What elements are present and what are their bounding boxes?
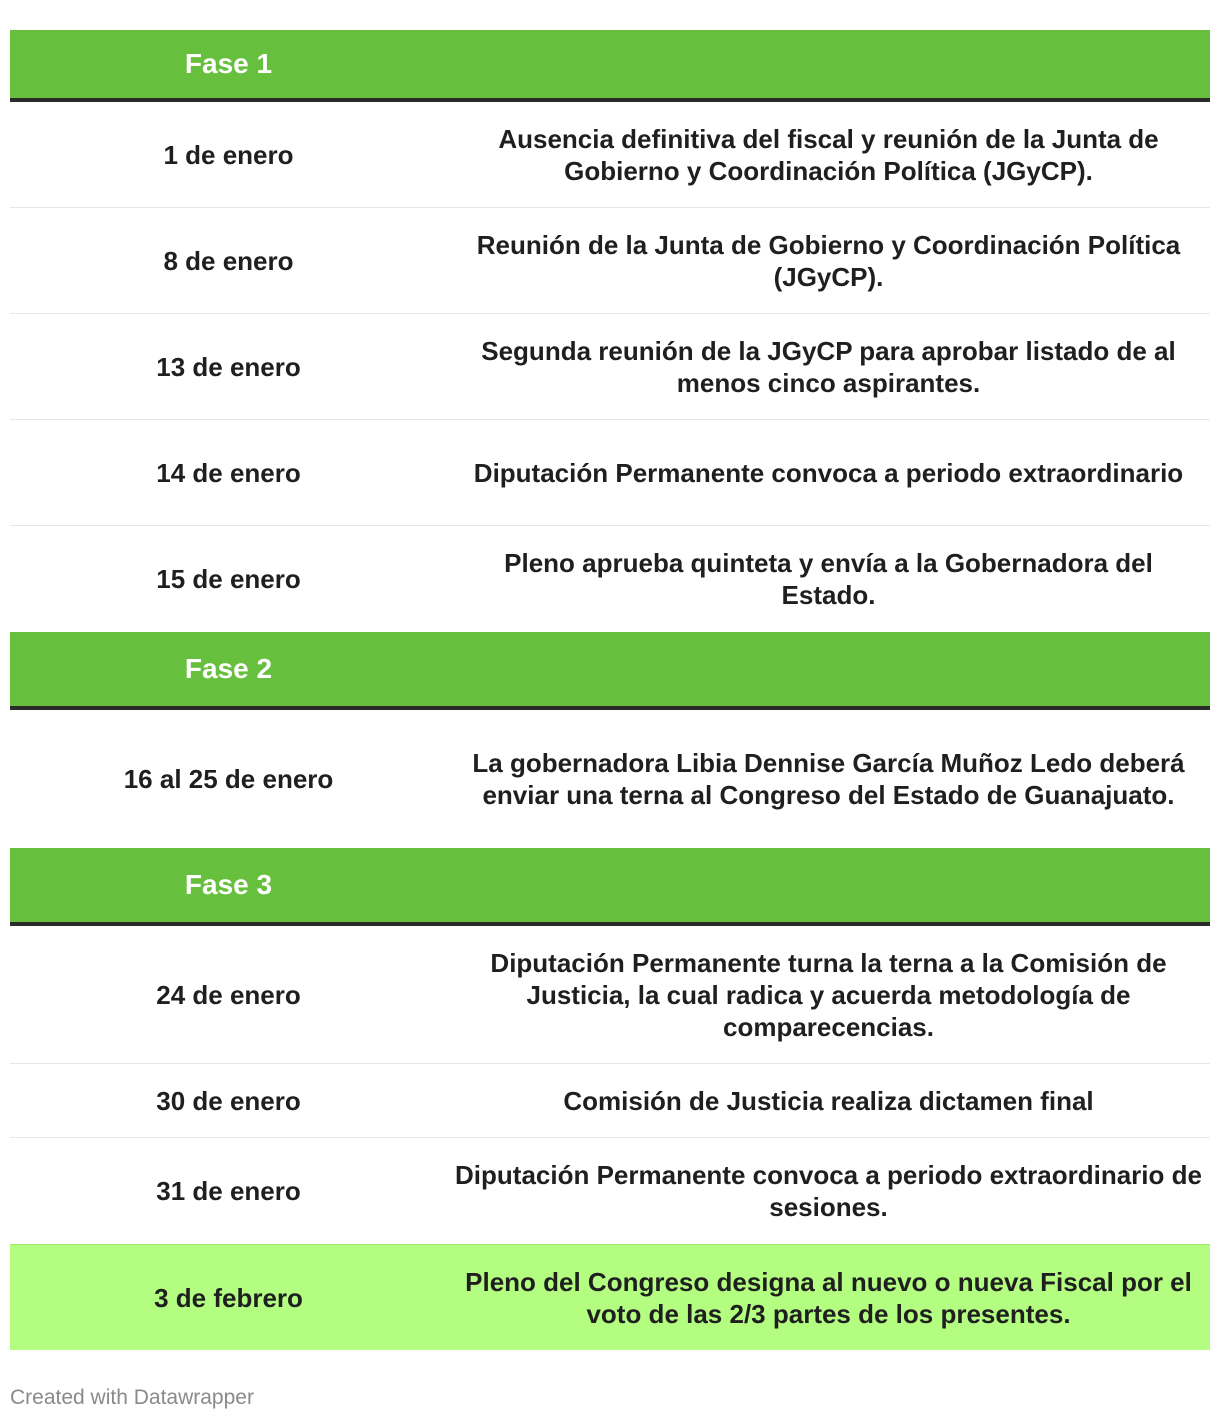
date-cell: 15 de enero	[156, 564, 301, 594]
phase-label: Fase 1	[184, 48, 273, 79]
phase-header-1	[10, 30, 1210, 102]
table-row	[10, 208, 1210, 314]
date-cell: 16 al 25 de enero	[123, 764, 334, 794]
date-cell: 14 de enero	[156, 457, 301, 488]
date-cell: 1 de enero	[163, 139, 294, 170]
date-cell: 30 de enero	[156, 1085, 301, 1116]
table-row	[10, 1138, 1210, 1244]
date-cell: 24 de enero	[156, 979, 301, 1010]
table-row	[10, 710, 1210, 848]
phase-label: Fase 2	[184, 653, 273, 684]
event-cell: Diputación Permanente convoca a periodo extraordinario	[473, 457, 1184, 488]
event-cell: Diputación Permanente convoca a periodo extraordinario de sesiones.	[455, 1160, 1202, 1222]
event-cell: Comisión de Justicia realiza dictamen final	[563, 1085, 1094, 1116]
date-cell: 3 de febrero	[154, 1282, 303, 1313]
date-cell: 31 de enero	[156, 1176, 301, 1206]
footer-credit: Created with Datawrapper	[10, 1386, 254, 1409]
phase-header-2	[10, 632, 1210, 710]
table-row	[10, 102, 1210, 208]
event-cell: Ausencia definitiva del fiscal y reunión de la Junta de Gobierno y Coordinación Política (JGyCP).	[498, 123, 1159, 186]
table-row	[10, 1064, 1210, 1138]
event-cell: Reunión de la Junta de Gobierno y Coordinación Política (JGyCP).	[476, 229, 1181, 292]
timeline-table	[10, 30, 1210, 1350]
date-cell: 13 de enero	[156, 351, 301, 382]
table-row	[10, 526, 1210, 632]
event-cell: La gobernadora Libia Dennise García Muñoz Ledo deberá enviar una terna al Congreso del Estado de Guanajuato.	[472, 748, 1185, 810]
event-cell: Pleno del Congreso designa al nuevo o nueva Fiscal por el voto de las 2/3 partes de los presentes.	[465, 1266, 1192, 1329]
event-cell: Segunda reunión de la JGyCP para aprobar listado de al menos cinco aspirantes.	[481, 335, 1176, 398]
phase-header-3	[10, 848, 1210, 926]
date-cell: 8 de enero	[163, 245, 294, 276]
table-row	[10, 926, 1210, 1064]
table-row	[10, 314, 1210, 420]
table-row	[10, 420, 1210, 526]
phase-label: Fase 3	[184, 869, 273, 900]
table-row-highlight	[10, 1244, 1210, 1350]
event-cell: Diputación Permanente turna la terna a la Comisión de Justicia, la cual radica y acuerda metodología de comparecencias.	[490, 947, 1167, 1042]
event-cell: Pleno aprueba quinteta y envía a la Gobernadora del Estado.	[504, 548, 1153, 610]
